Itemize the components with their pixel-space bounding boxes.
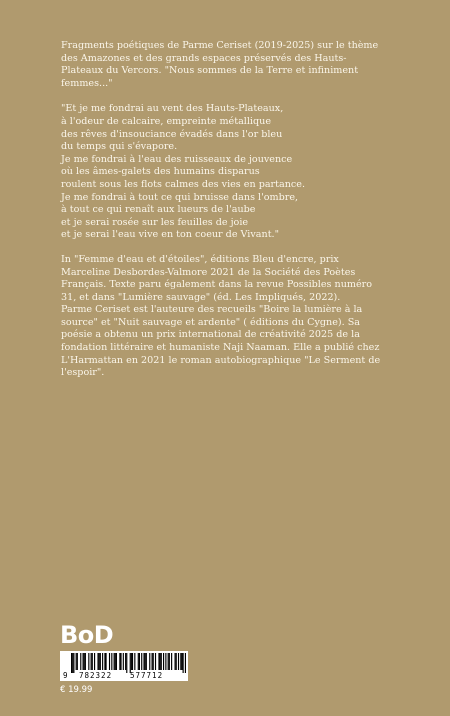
barcode-bar — [92, 653, 93, 670]
barcode-bar — [149, 653, 150, 670]
barcode-bar — [153, 653, 154, 670]
barcode-bar — [100, 653, 101, 670]
barcode-digits — [60, 671, 188, 681]
barcode-bar — [130, 653, 131, 673]
barcode-bar — [114, 653, 115, 670]
barcode-bar — [155, 653, 156, 670]
barcode-bar — [143, 653, 144, 670]
barcode-bar — [141, 653, 142, 670]
barcode-bar — [109, 653, 110, 670]
poem-excerpt: "Et je me fondrai au vent des Hauts-Plateaux, à l'odeur de calcaire, empreinte métallique des rêves d'insouciance évadés dans l'or bleu du temps qui s'évapore. Je me fondrai à l'eau des ruisseaux de jouvence où les âmes-galets des humains disparus roulent sous les flots calmes des vies en partance. Je me fondrai à tout ce qui bruisse dans l'ombre, à tout ce qui renaît aux lueurs de l'aube et je serai rosée sur les feuilles de joie et je serai l'eau vive en ton coeur de Vivant." — [61, 103, 305, 241]
barcode-bar — [132, 653, 133, 670]
barcode-bar — [80, 653, 81, 670]
barcode-bar — [146, 653, 147, 670]
barcode-bar — [176, 653, 177, 670]
barcode-bar — [139, 653, 140, 670]
isbn-barcode — [60, 651, 188, 681]
barcode-bar — [72, 653, 73, 673]
barcode-bar — [97, 653, 98, 670]
barcode-bar — [152, 653, 153, 670]
barcode-bar — [88, 653, 89, 670]
barcode-bar — [83, 653, 84, 670]
barcode-bar — [183, 653, 184, 673]
barcode-bar — [180, 653, 181, 670]
barcode-bar — [84, 653, 85, 670]
barcode-bar — [168, 653, 169, 670]
barcode-bar — [131, 653, 132, 670]
barcode-bar — [134, 653, 135, 670]
barcode-bars — [60, 651, 188, 673]
barcode-bar — [175, 653, 176, 670]
barcode-bar — [115, 653, 116, 670]
barcode-bar — [111, 653, 112, 670]
barcode-bar — [163, 653, 164, 670]
barcode-bar — [161, 653, 162, 670]
barcode-bar — [138, 653, 139, 670]
barcode-digits-left: 782322 — [79, 671, 113, 680]
barcode-bar — [158, 653, 159, 670]
barcode-bar — [169, 653, 170, 670]
barcode-bar — [91, 653, 92, 670]
barcode-bar — [126, 653, 127, 673]
barcode-bar — [160, 653, 161, 670]
barcode-bar — [76, 653, 77, 670]
barcode-bar — [165, 653, 166, 670]
back-cover-text — [61, 40, 401, 380]
barcode-bar — [77, 653, 78, 670]
intro-paragraph: Fragments poétiques de Parme Ceriset (2019-2025) sur le thème des Amazones et des grands espaces préservés des Hauts- Plateaux du Vercors. "Nous sommes de la Terre et infiniment femmes..." — [61, 40, 379, 89]
barcode-bar — [73, 653, 74, 673]
barcode-digit-first: 9 — [63, 671, 68, 680]
barcode-bar — [94, 653, 95, 670]
barcode-bar — [106, 653, 107, 670]
barcode-bar — [99, 653, 100, 670]
bod-logo: BoD — [60, 621, 114, 649]
barcode-bar — [145, 653, 146, 670]
barcode-bar — [125, 653, 126, 670]
barcode-bar — [181, 653, 182, 670]
barcode-bar — [119, 653, 120, 670]
barcode-bar — [116, 653, 117, 670]
barcode-bar — [123, 653, 124, 670]
barcode-bar — [71, 653, 72, 673]
author-bio: In "Femme d'eau et d'étoiles", éditions Bleu d'encre, prix Marceline Desbordes-Valmore 2021 de la Société des Poètes Français. Texte paru également dans la revue Possibles numéro 31, et dans "Lumière sauvage" (éd. Les Impliqués, 2022). Parme Ceriset est l'auteure des recueils "Boire la lumière à la source" et "Nuit sauvage et ardente" ( éditions du Cygne). Sa poésie a obtenu un prix international de créativité 2025 de la fondation littéraire et humaniste Naji Naaman. Elle a publié chez L'Harmattan en 2021 le roman autobiographique "Le Serment de l'espoir". — [61, 253, 381, 379]
price-label: € 19.99 — [60, 685, 93, 695]
barcode-bar — [120, 653, 121, 670]
barcode-bar — [185, 653, 186, 673]
barcode-digits-right: 577712 — [130, 671, 164, 680]
barcode-bar — [171, 653, 172, 670]
barcode-bar — [178, 653, 179, 670]
barcode-bar — [102, 653, 103, 670]
barcode-bar — [104, 653, 105, 670]
barcode-bar — [85, 653, 86, 670]
